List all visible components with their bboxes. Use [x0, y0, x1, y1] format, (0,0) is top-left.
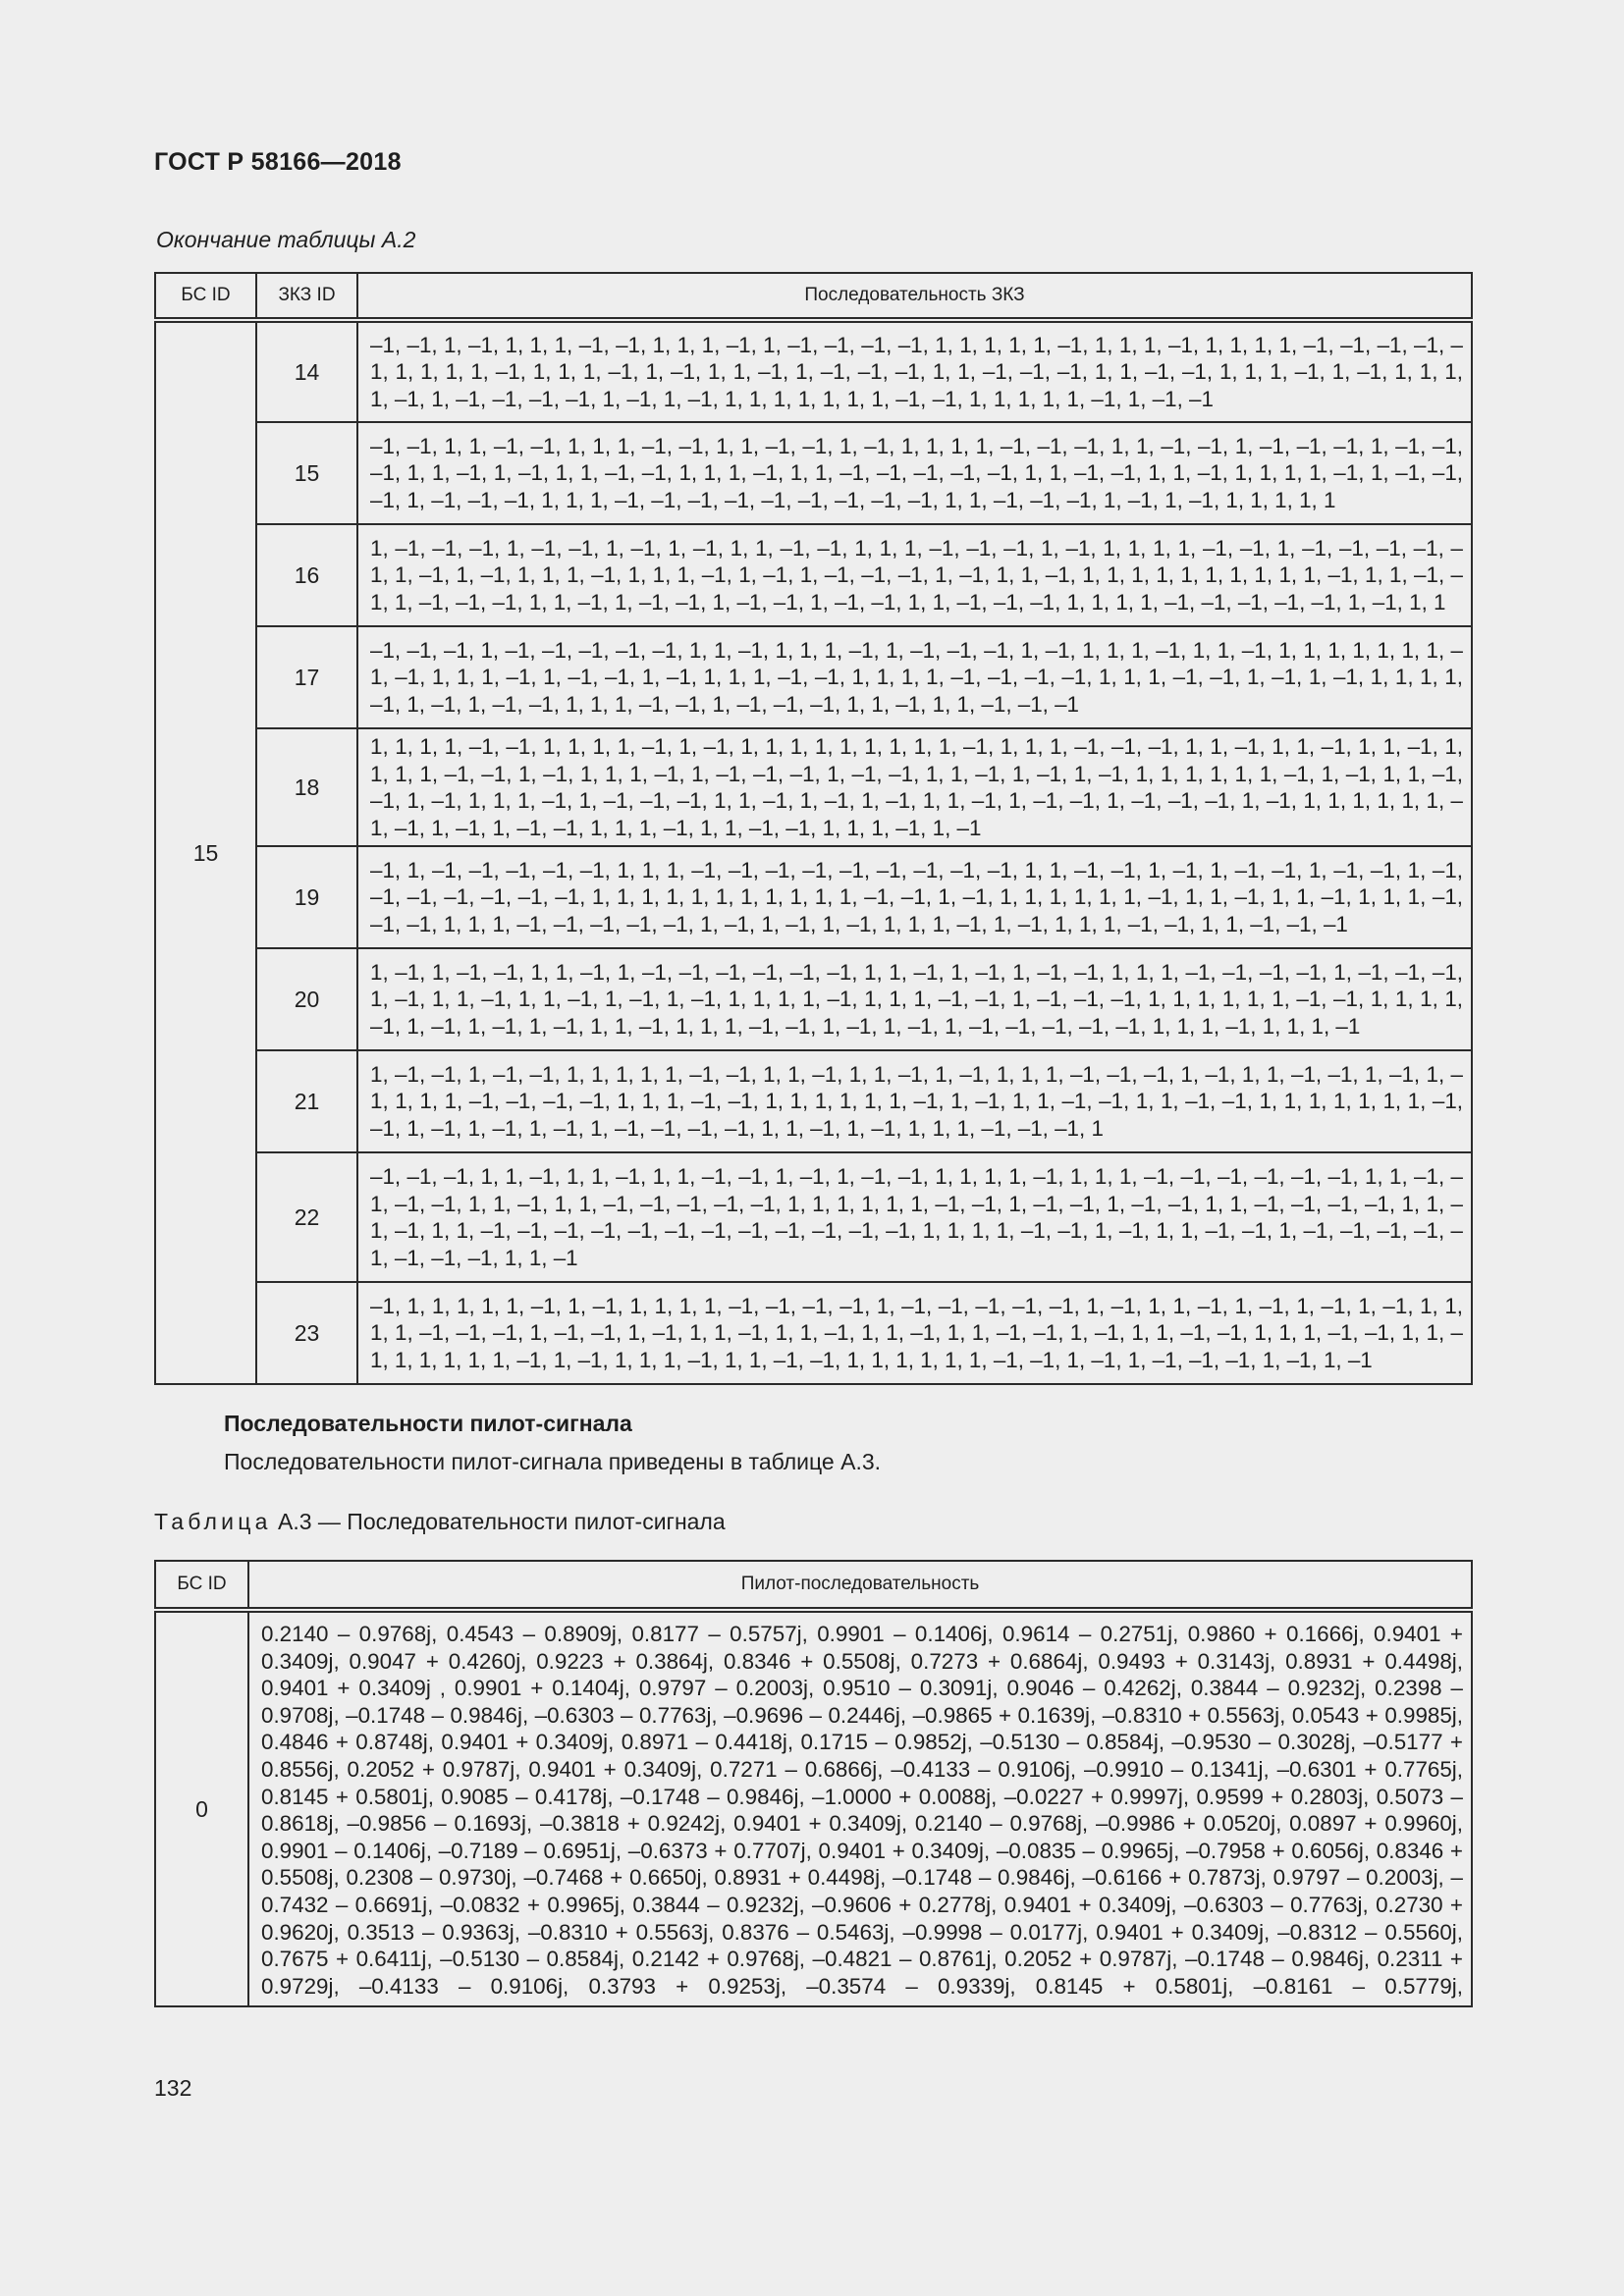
table-row — [155, 422, 1472, 524]
table-a2 — [154, 272, 1473, 1385]
section-heading: Последовательности пилот-сигнала — [224, 1411, 632, 1436]
table-row — [155, 1152, 1472, 1282]
table-row — [155, 948, 1472, 1050]
zkz-id-cell: 19 — [256, 846, 357, 948]
document-header: ГОСТ Р 58166—2018 — [154, 148, 402, 176]
sequence-cell: –1, 1, 1, 1, 1, 1, –1, 1, –1, 1, 1, 1, 1, –1, –1, –1, –1, 1, –1, –1, –1, –1, –1, 1, –1, 1, 1, –1, 1, –1, 1, –1, 1, –1, 1, 1, 1, 1, –1, –1, –1, 1, –1, –1, 1, –1, 1, 1, –1, 1, 1, –1, 1, 1, –1, 1, 1, –1, –1, 1, –1, 1, 1, –1, –1, 1, 1, 1, –1, –1, 1, 1, –1, 1, 1, 1, 1, 1, –1, 1, –1, 1, 1, 1, –1, 1, 1, –1, –1, 1, 1, 1, 1, 1, 1, –1, –1, 1, –1, 1, –1, –1, –1, 1, –1, 1, –1 — [357, 1282, 1472, 1384]
table-continuation-caption: Окончание таблицы А.2 — [156, 227, 416, 252]
table-row — [155, 728, 1472, 846]
header-bs-id: БС ID — [155, 273, 256, 320]
table-row — [155, 524, 1472, 626]
table-a3 — [154, 1560, 1473, 2007]
header-bs-id: БС ID — [155, 1561, 248, 1610]
zkz-id-cell: 18 — [256, 728, 357, 846]
zkz-id-cell: 14 — [256, 320, 357, 422]
table-row — [155, 320, 1472, 422]
table-row — [155, 1050, 1472, 1152]
sequence-cell: 1, –1, –1, 1, –1, –1, 1, 1, 1, 1, 1, –1, –1, 1, 1, –1, 1, 1, –1, 1, –1, 1, 1, 1, –1, –1, –1, 1, –1, 1, 1, –1, –1, 1, –1, 1, –1, 1, 1, 1, –1, –1, –1, –1, 1, 1, 1, –1, –1, 1, 1, 1, 1, 1, 1, –1, 1, –1, 1, 1, –1, –1, 1, 1, –1, –1, 1, 1, 1, 1, 1, 1, 1, –1, –1, 1, –1, 1, –1, 1, –1, 1, –1, –1, –1, –1, 1, 1, –1, 1, –1, 1, 1, 1, –1, –1, –1, 1 — [357, 1050, 1472, 1152]
table-row — [155, 626, 1472, 728]
sequence-cell: –1, 1, –1, –1, –1, –1, –1, 1, 1, 1, –1, –1, –1, –1, –1, –1, –1, –1, –1, 1, 1, –1, –1, 1, –1, 1, –1, –1, 1, –1, –1, 1, –1, –1, –1, –1, –1, –1, –1, 1, 1, 1, 1, 1, 1, 1, 1, 1, 1, 1, –1, –1, 1, –1, 1, 1, 1, 1, 1, 1, –1, 1, 1, –1, 1, 1, –1, 1, 1, 1, –1, –1, –1, 1, 1, 1, –1, –1, –1, –1, –1, 1, –1, 1, –1, 1, –1, 1, 1, 1, –1, 1, –1, 1, 1, 1, –1, –1, 1, 1, –1, –1, –1 — [357, 846, 1472, 948]
table-caption-title: А.3 — Последовательности пилот-сигнала — [271, 1509, 726, 1534]
sequence-cell: –1, –1, –1, 1, –1, –1, –1, –1, –1, 1, 1, –1, 1, 1, 1, –1, 1, –1, –1, –1, 1, –1, 1, 1, 1, –1, 1, 1, –1, 1, 1, 1, 1, 1, 1, 1, –1, –1, 1, 1, 1, –1, 1, –1, –1, 1, –1, 1, 1, 1, –1, –1, 1, 1, 1, 1, –1, –1, –1, –1, 1, 1, 1, –1, –1, 1, –1, 1, –1, 1, 1, 1, 1, –1, 1, –1, 1, –1, –1, 1, 1, 1, –1, –1, 1, –1, –1, –1, 1, 1, –1, 1, 1, –1, –1, –1 — [357, 626, 1472, 728]
table-row — [155, 1610, 1472, 2006]
table-header-row — [155, 273, 1472, 320]
bs-id-cell: 15 — [155, 320, 256, 1384]
pilot-sequence-cell: 0.2140 – 0.9768j, 0.4543 – 0.8909j, 0.8177 – 0.5757j, 0.9901 – 0.1406j, 0.9614 – 0.2751j, 0.9860 + 0.1666j, 0.9401 + 0.3409j, 0.9047 + 0.4260j, 0.9223 + 0.3864j, 0.8346 + 0.5508j, 0.7273 + 0.6864j, 0.9493 + 0.3143j, 0.8931 + 0.4498j, 0.9401 + 0.3409j , 0.9901 + 0.1404j, 0.9797 – 0.2003j, 0.9510 – 0.3091j, 0.9046 – 0.4262j, 0.3844 – 0.9232j, 0.2398 – 0.9708j, –0.1748 – 0.9846j, –0.6303 – 0.7763j, –0.9696 – 0.2446j, –0.9865 + 0.1639j, –0.8310 + 0.5563j, 0.0543 + 0.9985j, 0.4846 + 0.8748j, 0.9401 + 0.3409j, 0.8971 – 0.4418j, 0.1715 – 0.9852j, –0.5130 – 0.8584j, –0.9530 – 0.3028j, –0.5177 + 0.8556j, 0.2052 + 0.9787j, 0.9401 + 0.3409j, 0.7271 – 0.6866j, –0.4133 – 0.9106j, –0.9910 – 0.1341j, –0.6301 + 0.7765j, 0.8145 + 0.5801j, 0.9085 – 0.4178j, –0.1748 – 0.9846j, –1.0000 + 0.0088j, –0.0227 + 0.9997j, 0.9599 + 0.2803j, 0.5073 – 0.8618j, –0.9856 – 0.1693j, –0.3818 + 0.9242j, 0.9401 + 0.3409j, 0.2140 – 0.9768j, –0.9986 + 0.0520j, 0.0897 + 0.9960j, 0.9901 – 0.1406j, –0.7189 – 0.6951j, –0.6373 + 0.7707j, 0.9401 + 0.3409j, –0.0835 – 0.9965j, –0.7958 + 0.6056j, 0.8346 + 0.5508j, 0.2308 – 0.9730j, –0.7468 + 0.6650j, 0.8931 + 0.4498j, –0.1748 – 0.9846j, –0.6166 + 0.7873j, 0.9797 – 0.2003j, –0.7432 – 0.6691j, –0.0832 + 0.9965j, 0.3844 – 0.9232j, –0.9606 + 0.2778j, 0.9401 + 0.3409j, –0.6303 – 0.7763j, 0.2730 + 0.9620j, 0.3513 – 0.9363j, –0.8310 + 0.5563j, 0.8376 – 0.5463j, –0.9998 – 0.0177j, 0.9401 + 0.3409j, –0.8312 – 0.5560j, 0.7675 + 0.6411j, –0.5130 – 0.8584j, 0.2142 + 0.9768j, –0.4821 – 0.8761j, 0.2052 + 0.9787j, –0.1748 – 0.9846j, 0.2311 + 0.9729j, –0.4133 – 0.9106j, 0.3793 + 0.9253j, –0.3574 – 0.9339j, 0.8145 + 0.5801j, –0.8161 – 0.5779j, — [248, 1610, 1472, 2006]
zkz-id-cell: 21 — [256, 1050, 357, 1152]
zkz-id-cell: 15 — [256, 422, 357, 524]
header-sequence: Последовательность ЗКЗ — [357, 273, 1472, 320]
section-paragraph: Последовательности пилот-сигнала приведены в таблице А.3. — [224, 1449, 882, 1474]
table-row — [155, 846, 1472, 948]
zkz-id-cell: 20 — [256, 948, 357, 1050]
sequence-cell: 1, –1, 1, –1, –1, 1, 1, –1, 1, –1, –1, –1, –1, –1, –1, 1, 1, –1, 1, –1, 1, –1, –1, 1, 1, 1, –1, –1, –1, –1, 1, –1, –1, –1, 1, –1, 1, 1, –1, 1, 1, –1, 1, –1, 1, –1, 1, 1, 1, 1, –1, 1, 1, 1, –1, –1, 1, –1, –1, –1, 1, 1, 1, 1, 1, 1, –1, –1, 1, 1, 1, 1, –1, 1, –1, 1, –1, 1, –1, 1, 1, –1, 1, 1, 1, –1, –1, 1, –1, 1, –1, 1, –1, –1, –1, –1, –1, 1, 1, 1, –1, 1, 1, 1, –1 — [357, 948, 1472, 1050]
zkz-id-cell: 22 — [256, 1152, 357, 1282]
sequence-cell: –1, –1, 1, –1, 1, 1, 1, –1, –1, 1, 1, 1, –1, 1, –1, –1, –1, –1, 1, 1, 1, 1, 1, –1, 1, 1, 1, –1, 1, 1, 1, 1, –1, –1, –1, –1, –1, 1, 1, 1, 1, –1, 1, 1, 1, –1, 1, –1, 1, 1, –1, 1, –1, –1, –1, 1, 1, –1, –1, –1, 1, 1, –1, –1, 1, 1, 1, –1, 1, –1, 1, 1, 1, 1, –1, 1, –1, –1, –1, –1, 1, –1, 1, –1, 1, 1, 1, 1, 1, 1, 1, –1, –1, 1, 1, 1, 1, 1, –1, 1, –1, –1 — [357, 320, 1472, 422]
header-pilot-sequence: Пилот-последовательность — [248, 1561, 1472, 1610]
table-header-row — [155, 1561, 1472, 1610]
sequence-cell: –1, –1, –1, 1, 1, –1, 1, 1, –1, 1, 1, –1, –1, 1, –1, 1, –1, –1, 1, 1, 1, 1, –1, 1, 1, 1, –1, –1, –1, –1, –1, –1, 1, 1, –1, –1, –1, –1, 1, 1, –1, 1, 1, –1, –1, –1, –1, –1, 1, 1, 1, 1, 1, 1, –1, –1, 1, –1, –1, 1, –1, –1, 1, 1, –1, –1, –1, –1, 1, 1, –1, –1, 1, 1, –1, –1, –1, –1, –1, –1, –1, –1, –1, –1, –1, –1, 1, 1, 1, 1, –1, –1, 1, –1, 1, 1, –1, –1, 1, –1, –1, –1, –1, –1, –1, –1, –1, 1, 1, –1 — [357, 1152, 1472, 1282]
header-zkz-id: ЗКЗ ID — [256, 273, 357, 320]
page-number: 132 — [154, 2075, 192, 2101]
table-a3-caption — [154, 1509, 726, 1535]
zkz-id-cell: 17 — [256, 626, 357, 728]
bs-id-cell: 0 — [155, 1610, 248, 2006]
zkz-id-cell: 16 — [256, 524, 357, 626]
sequence-cell: –1, –1, 1, 1, –1, –1, 1, 1, 1, –1, –1, 1, 1, –1, –1, 1, –1, 1, 1, 1, 1, –1, –1, –1, 1, 1, –1, –1, 1, –1, –1, –1, 1, –1, –1, –1, 1, 1, –1, 1, –1, 1, 1, –1, –1, 1, 1, 1, –1, 1, 1, –1, –1, –1, –1, –1, 1, 1, –1, –1, 1, 1, –1, 1, 1, 1, 1, –1, 1, –1, –1, –1, 1, –1, –1, –1, 1, 1, 1, –1, –1, –1, –1, –1, –1, –1, –1, –1, 1, 1, –1, –1, –1, 1, –1, 1, –1, 1, 1, 1, 1, 1 — [357, 422, 1472, 524]
table-row — [155, 1282, 1472, 1384]
zkz-id-cell: 23 — [256, 1282, 357, 1384]
table-a2-body — [155, 320, 1472, 1384]
sequence-cell: 1, –1, –1, –1, 1, –1, –1, 1, –1, 1, –1, 1, 1, –1, –1, 1, 1, 1, –1, –1, –1, 1, –1, 1, 1, 1, 1, –1, –1, 1, –1, –1, –1, –1, –1, 1, –1, 1, –1, 1, 1, 1, –1, 1, 1, 1, –1, 1, –1, 1, –1, –1, –1, 1, –1, 1, 1, –1, 1, 1, 1, 1, 1, 1, 1, 1, 1, 1, –1, 1, 1, –1, –1, 1, –1, –1, –1, 1, 1, –1, 1, –1, –1, 1, –1, –1, 1, –1, –1, 1, 1, –1, –1, –1, 1, 1, 1, 1, –1, –1, –1, –1, –1, 1, –1, 1, 1 — [357, 524, 1472, 626]
table-caption-word: Таблица — [154, 1509, 272, 1534]
sequence-cell: 1, 1, 1, 1, –1, –1, 1, 1, 1, 1, –1, 1, –1, 1, 1, 1, 1, 1, 1, 1, 1, 1, –1, 1, 1, 1, –1, –1, –1, 1, 1, –1, 1, 1, –1, 1, 1, –1, 1, 1, 1, 1, –1, –1, 1, –1, 1, 1, 1, –1, 1, –1, –1, –1, 1, –1, –1, 1, 1, –1, 1, –1, 1, –1, 1, 1, 1, 1, 1, 1, –1, 1, –1, 1, 1, –1, –1, 1, –1, 1, 1, 1, –1, 1, –1, –1, –1, 1, 1, –1, 1, –1, 1, –1, 1, 1, –1, 1, –1, –1, 1, –1, –1, –1, 1, –1, 1, 1, 1, 1, 1, 1, –1, –1, 1, –1, 1, –1, –1, 1, 1, 1, –1, 1, 1, –1, –1, 1, 1, 1, –1, 1, –1 — [357, 728, 1472, 846]
